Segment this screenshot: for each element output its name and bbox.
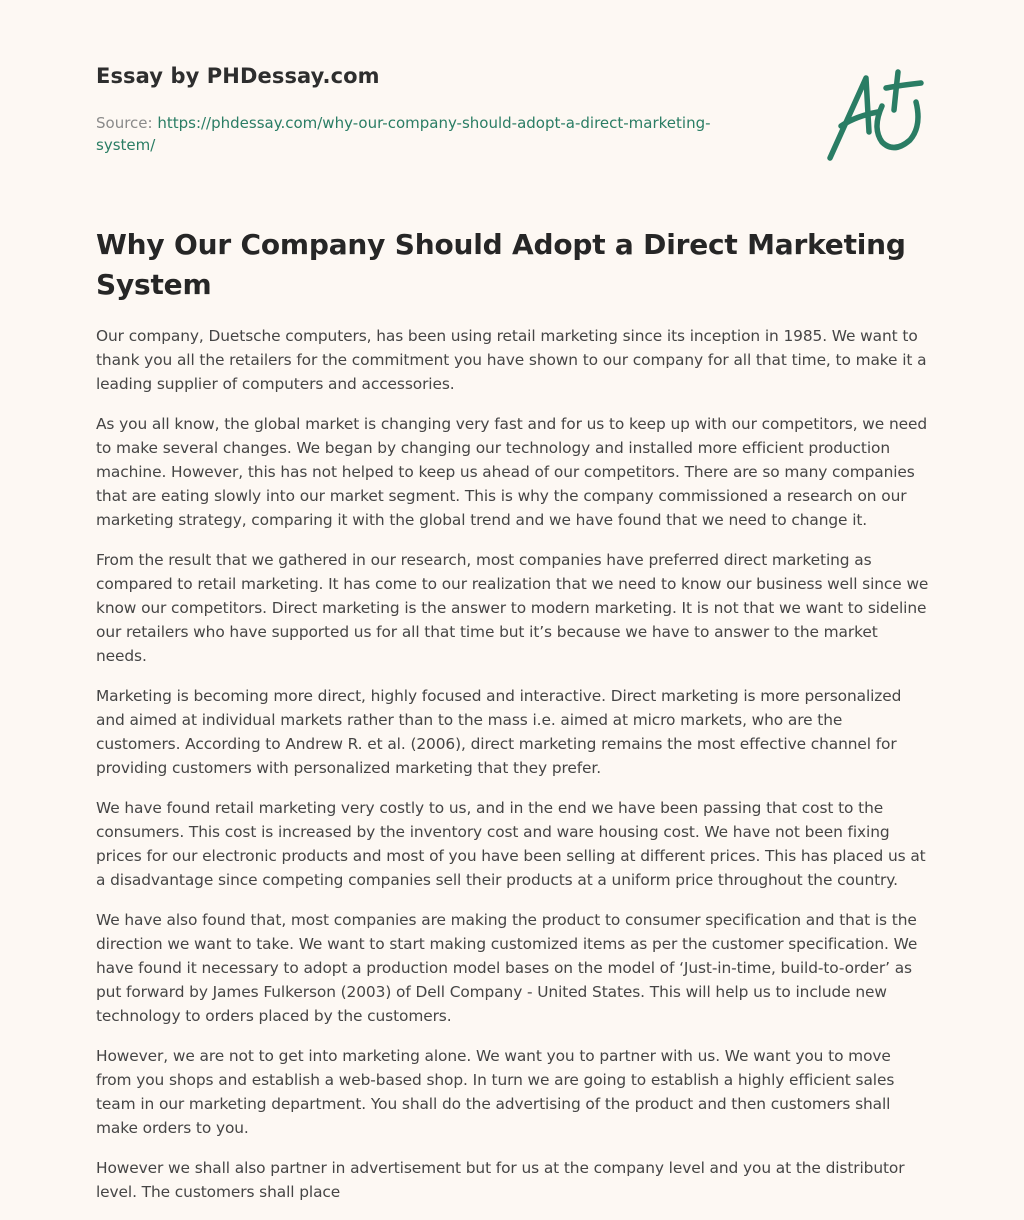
source-line	[96, 112, 736, 156]
paragraph: However we shall also partner in advertisement but for us at the company level and you at the distributor level. The customers shall place	[96, 1159, 905, 1201]
paragraph: As you all know, the global market is changing very fast and for us to keep up with our competitors, we need to make several changes. We began by changing our technology and installed more efficient production machine. However, this has not helped to keep us ahead of our competitors. There are so many companies that are eating slowly into our market segment. This is why the company commissioned a research on our marketing strategy, comparing it with the global trend and we have found that we need to change it.	[96, 415, 928, 529]
essay-body	[96, 324, 930, 1220]
source-label: Source:	[96, 114, 158, 132]
a-plus-icon	[822, 66, 926, 164]
paragraph: Marketing is becoming more direct, highly focused and interactive. Direct marketing is more personalized and aimed at individual markets rather than to the mass i.e. aimed at micro markets, who are the customers. According to Andrew R. et al. (2006), direct marketing remains the most effective channel for providing customers with personalized marketing that they prefer.	[96, 687, 902, 777]
source-link[interactable]: https://phdessay.com/why-our-company-should-adopt-a-direct-marketing-system/	[96, 114, 711, 154]
paragraph: We have also found that, most companies are making the product to consumer specification and that is the direction we want to take. We want to start making customized items as per the customer specification. We have found it necessary to adopt a production model bases on the model of ‘Just-in-time, build-to-order’ as put forward by James Fulkerson (2003) of Dell Company - United States. This will help us to include new technology to orders placed by the customers.	[96, 911, 918, 1025]
paragraph: We have found retail marketing very costly to us, and in the end we have been passing that cost to the consumers. This cost is increased by the inventory cost and ware housing cost. We have not been fixing prices for our electronic products and most of you have been selling at different prices. This has placed us at a disadvantage since competing companies sell their products at a uniform price throughout the country.	[96, 799, 926, 889]
paragraph: From the result that we gathered in our research, most companies have preferred direct marketing as compared to retail marketing. It has come to our realization that we need to know our business well since we know our competitors. Direct marketing is the answer to modern marketing. It is not that we want to sideline our retailers who have supported us for all that time but it’s because we have to answer to the market needs.	[96, 551, 929, 665]
page-title: Why Our Company Should Adopt a Direct Marketing System	[96, 228, 906, 301]
site-brand: Essay by PHDessay.com	[96, 64, 380, 88]
paragraph: However, we are not to get into marketing alone. We want you to partner with us. We want you to move from you shops and establish a web-based shop. In turn we are going to establish a highly efficient sales team in our marketing department. You shall do the advertising of the product and then customers shall make orders to you.	[96, 1047, 895, 1137]
paragraph: Our company, Duetsche computers, has been using retail marketing since its inception in 1985. We want to thank you all the retailers for the commitment you have shown to our company for all that time, to make it a leading supplier of computers and accessories.	[96, 327, 927, 393]
